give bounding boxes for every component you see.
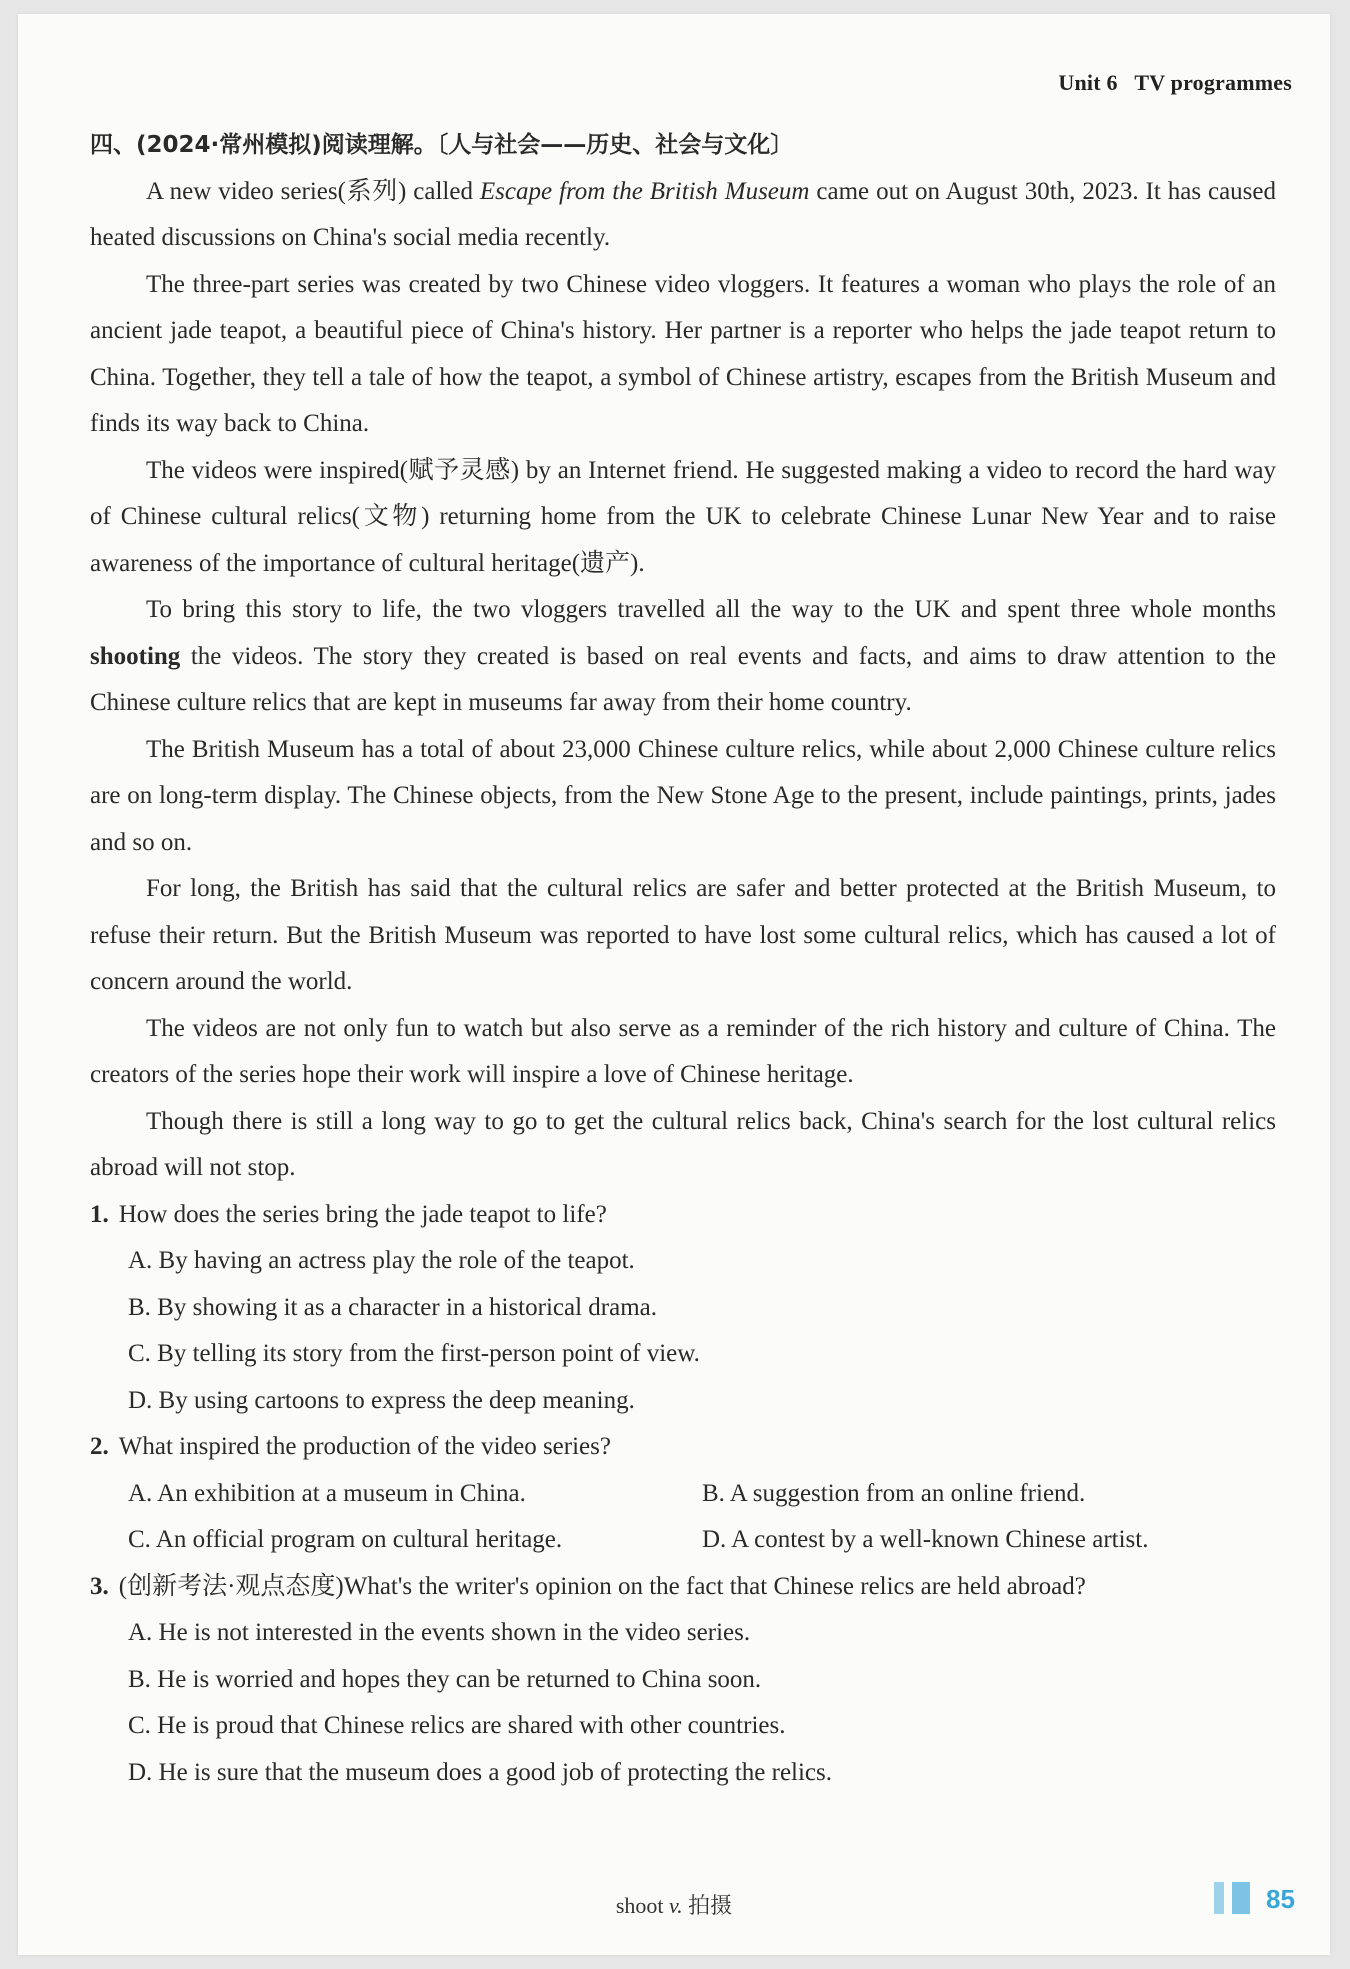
option-b: B. He is worried and hopes they can be returned to China soon.: [128, 1665, 762, 1693]
page-number: 85: [1266, 1884, 1295, 1914]
vocab-word: shoot: [615, 1893, 664, 1918]
vocab-part-of-speech: v.: [669, 1893, 683, 1918]
option-b: B. A suggestion from an online friend.: [702, 1479, 1086, 1507]
paragraph-8: Though there is still a long way to go to get the cultural relics back, China's search for the lost cultural relics abroad will not stop.: [90, 1107, 1276, 1181]
option-c: C. By telling its story from the first-person point of view.: [128, 1340, 700, 1367]
paragraph-4: To bring this story to life, the two vloggers travelled all the way to the UK and spent three whole months shooting the videos. The story they created is based on real events and facts, and aims to draw attention to the Chinese culture relics that are kept in museums far away from their home country.: [90, 596, 1276, 716]
question-1: [90, 1192, 1276, 1425]
marker-bar: [1232, 1882, 1250, 1914]
option-a: A. He is not interested in the events shown in the video series.: [128, 1619, 751, 1646]
question-number: 3.: [90, 1572, 109, 1600]
question-stem: How does the series bring the jade teapot to life?: [118, 1200, 607, 1228]
paragraph-2: The three-part series was created by two Chinese video vloggers. It features a woman who plays the role of an ancient jade teapot, a beautiful piece of China's history. Her partner is a reporter who helps the jade teapot return to China. Together, they tell a tale of how the teapot, a symbol of Chinese artistry, escapes from the British Museum and finds its way back to China.: [90, 270, 1276, 437]
option-d: D. By using cartoons to express the deep meaning.: [128, 1386, 635, 1414]
paragraph-7: The videos are not only fun to watch but also serve as a reminder of the rich history and culture of China. The creators of the series hope their work will inspire a love of Chinese heritage.: [90, 1014, 1276, 1088]
option-d: D. A contest by a well-known Chinese artist.: [702, 1526, 1149, 1553]
paragraph-3: The videos were inspired(赋予灵感) by an Internet friend. He suggested making a video to record the hard way of Chinese cultural relics(文物) returning home from the UK to celebrate Chinese Lunar New Year and to raise awareness of the importance of cultural heritage(遗产).: [90, 456, 1276, 577]
question-stem: (创新考法·观点态度)What's the writer's opinion on the fact that Chinese relics are held abroad?: [118, 1572, 1086, 1600]
option-d: D. He is sure that the museum does a good job of protecting the relics.: [128, 1758, 833, 1786]
question-stem: What inspired the production of the video series?: [118, 1433, 611, 1460]
question-2: [90, 1424, 1276, 1564]
question-number: 2.: [90, 1433, 109, 1460]
paragraph-6: For long, the British has said that the cultural relics are safer and better protected at the British Museum, to refuse their return. But the British Museum was reported to have lost some cultural relics, which has caused a lot of concern around the world.: [90, 875, 1276, 995]
reading-section: [90, 122, 1276, 1796]
question-number: 1.: [90, 1200, 109, 1228]
paragraph-1: A new video series(系列) called Escape from the British Museum came out on August 30th, 2023. It has caused heated discussions on China's social media recently.: [90, 177, 1277, 251]
option-a: A. An exhibition at a museum in China.: [128, 1479, 526, 1507]
header-unit: Unit 6: [1058, 70, 1118, 95]
section-title: 四、(2024·常州模拟)阅读理解。〔人与社会——历史、社会与文化〕: [90, 132, 794, 158]
highlighted-word: shooting: [90, 642, 181, 670]
vocabulary-note: [18, 1889, 1330, 1920]
vocab-meaning: 拍摄: [688, 1893, 733, 1918]
paragraph-5: The British Museum has a total of about 23,000 Chinese culture relics, while about 2,000 Chinese culture relics are on long-term display. The Chinese objects, from the New Stone Age to the present, include paintings, prints, jades and so on.: [90, 735, 1276, 856]
option-b: B. By showing it as a character in a historical drama.: [128, 1293, 658, 1321]
question-3: [90, 1564, 1276, 1797]
option-c: C. He is proud that Chinese relics are shared with other countries.: [128, 1712, 786, 1739]
marker-bar: [1214, 1882, 1224, 1914]
option-c: C. An official program on cultural heritage.: [128, 1526, 563, 1553]
series-title: Escape from the British Museum: [479, 177, 810, 205]
header-topic: TV programmes: [1134, 70, 1292, 95]
option-a: A. By having an actress play the role of the teapot.: [128, 1247, 635, 1274]
page: [18, 14, 1330, 1955]
page-marker-bars: [1214, 1882, 1250, 1914]
page-header: [1058, 70, 1292, 96]
